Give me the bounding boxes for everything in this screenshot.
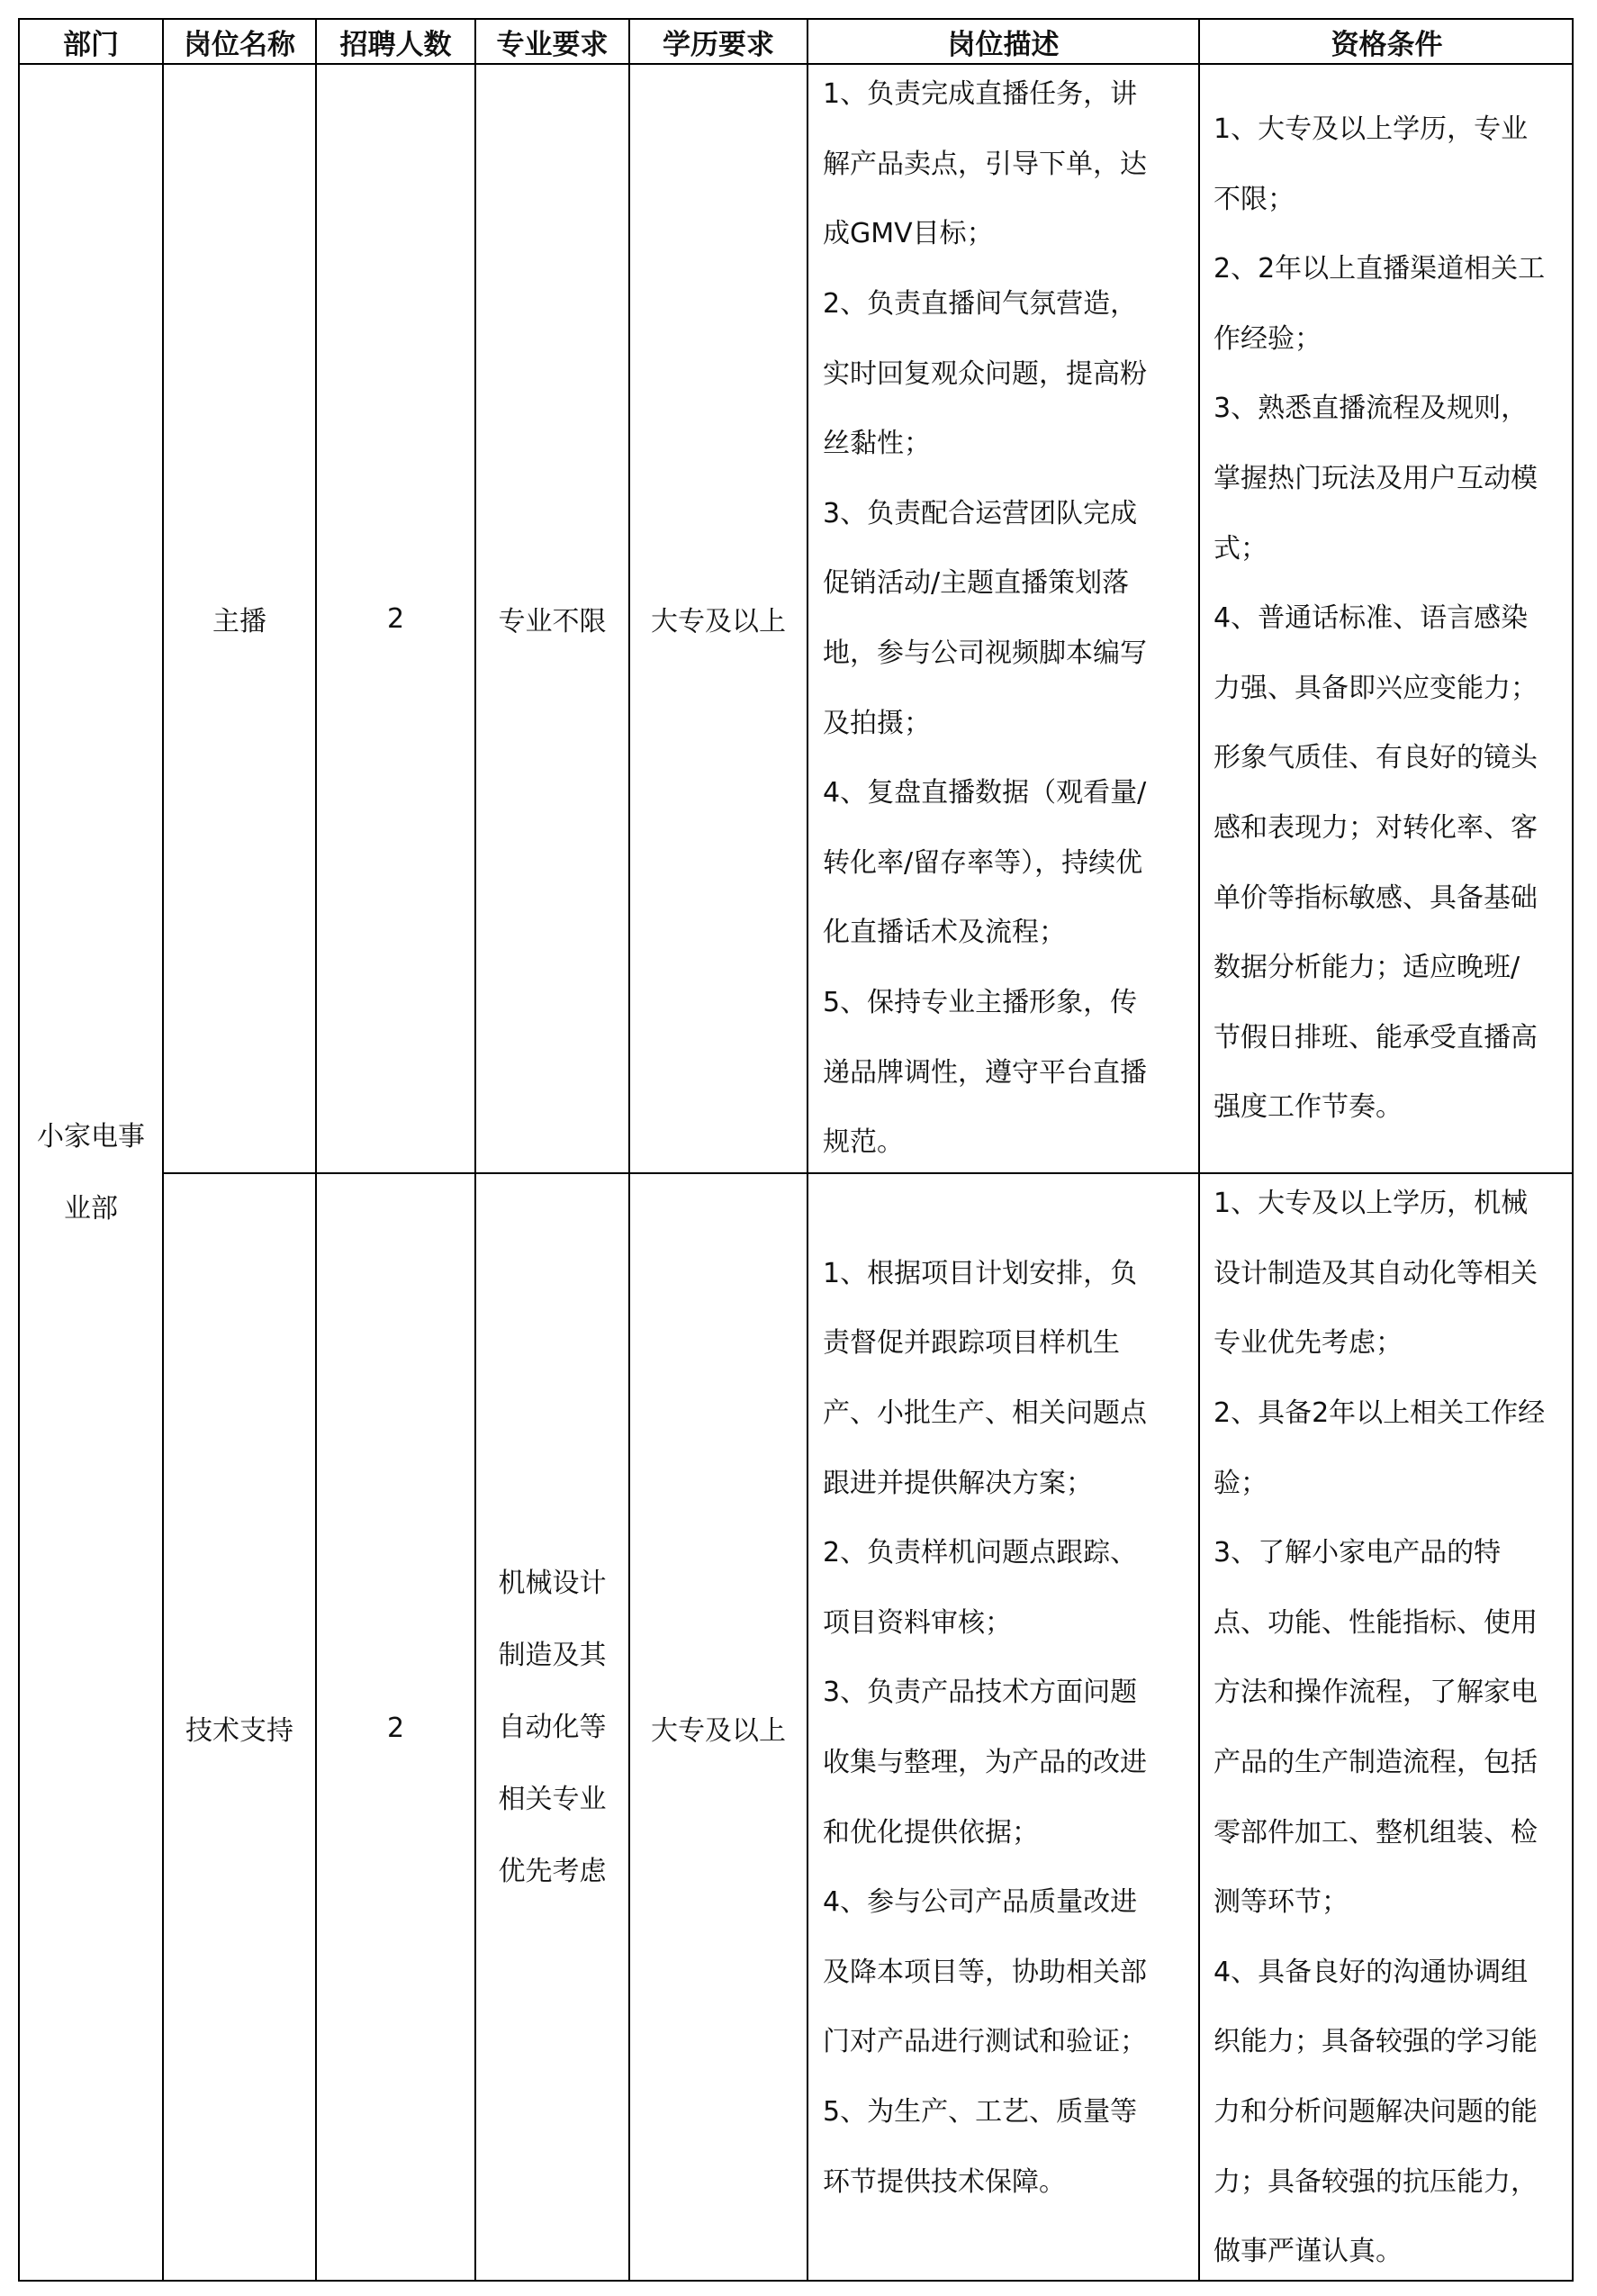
major-line: 制造及其 bbox=[498, 1640, 607, 1671]
description-line: 跟进并提供解决方案； bbox=[823, 1467, 1093, 1499]
qualification-line: 4、普通话标准、语言感染 bbox=[1214, 602, 1529, 635]
description-line: 1、负责完成直播任务，讲 bbox=[823, 78, 1138, 111]
qualification-line: 不限； bbox=[1214, 183, 1295, 215]
qualification-line: 点、功能、性能指标、使用 bbox=[1214, 1606, 1538, 1639]
qualification-line: 数据分析能力；适应晚班/ bbox=[1214, 952, 1520, 984]
qualification-line: 4、具备良好的沟通协调组 bbox=[1214, 1956, 1529, 1988]
qualification-line: 3、了解小家电产品的特 bbox=[1214, 1537, 1502, 1569]
description-line: 地，参与公司视频脚本编写 bbox=[823, 637, 1147, 669]
row-1-qualifications bbox=[1200, 65, 1574, 1172]
description-line: 3、负责产品技术方面问题 bbox=[823, 1677, 1138, 1709]
description-line: 4、参与公司产品质量改进 bbox=[823, 1886, 1138, 1919]
qualification-line: 零部件加工、整机组装、检 bbox=[1214, 1816, 1538, 1849]
qualification-line: 验； bbox=[1214, 1467, 1268, 1499]
qualification-line: 2、2年以上直播渠道相关工 bbox=[1214, 253, 1546, 285]
qualification-line: 3、熟悉直播流程及规则， bbox=[1214, 393, 1529, 425]
row-2-position: 技术支持 bbox=[185, 1715, 293, 1747]
row-2-description bbox=[808, 1174, 1198, 2282]
description-line: 2、负责直播间气氛营造， bbox=[823, 288, 1138, 321]
qualification-line: 测等环节； bbox=[1214, 1886, 1349, 1919]
description-line: 5、为生产、工艺、质量等 bbox=[823, 2095, 1138, 2128]
description-line: 2、负责样机问题点跟踪、 bbox=[823, 1537, 1138, 1569]
department-line: 业部 bbox=[64, 1193, 118, 1225]
major-line: 优先考虑 bbox=[498, 1856, 607, 1887]
header-department: 部门 bbox=[63, 28, 119, 61]
qualification-line: 单价等指标敏感、具备基础 bbox=[1214, 881, 1538, 914]
header-qualifications: 资格条件 bbox=[1331, 28, 1443, 61]
description-line: 解产品卖点，引导下单，达 bbox=[823, 148, 1147, 180]
department-line: 小家电事 bbox=[37, 1121, 145, 1153]
description-line: 转化率/留存率等），持续优 bbox=[823, 846, 1143, 879]
major-line: 相关专业 bbox=[498, 1784, 607, 1815]
description-line: 及降本项目等，协助相关部 bbox=[823, 1956, 1147, 1988]
row-1-major: 专业不限 bbox=[498, 606, 607, 637]
qualification-line: 节假日排班、能承受直播高 bbox=[1214, 1021, 1538, 1053]
qualification-line: 设计制造及其自动化等相关 bbox=[1214, 1257, 1538, 1289]
description-line: 产、小批生产、相关问题点 bbox=[823, 1397, 1147, 1430]
description-line: 1、根据项目计划安排，负 bbox=[823, 1257, 1138, 1289]
header-education: 学历要求 bbox=[663, 28, 774, 61]
description-line: 及拍摄； bbox=[823, 707, 931, 739]
row-1-position: 主播 bbox=[212, 606, 266, 637]
major-line: 机械设计 bbox=[498, 1568, 607, 1599]
qualification-line: 强度工作节奏。 bbox=[1214, 1091, 1403, 1124]
qualification-line: 1、大专及以上学历，专业 bbox=[1214, 113, 1529, 146]
qualification-line: 1、大专及以上学历，机械 bbox=[1214, 1188, 1529, 1220]
description-line: 门对产品进行测试和验证； bbox=[823, 2026, 1147, 2058]
qualification-line: 作经验； bbox=[1214, 322, 1322, 355]
description-line: 递品牌调性，遵守平台直播 bbox=[823, 1056, 1147, 1089]
header-count: 招聘人数 bbox=[339, 28, 452, 61]
department-cell bbox=[20, 65, 162, 2282]
row-2-education: 大专及以上 bbox=[651, 1715, 786, 1747]
major-line: 自动化等 bbox=[498, 1712, 607, 1743]
row-2-count: 2 bbox=[386, 1712, 405, 1744]
description-line: 促销活动/主题直播策划落 bbox=[823, 567, 1130, 600]
description-line: 丝黏性； bbox=[823, 428, 931, 460]
row-2-qualifications bbox=[1200, 1174, 1574, 2282]
qualification-line: 专业优先考虑； bbox=[1214, 1327, 1403, 1360]
description-line: 实时回复观众问题，提高粉 bbox=[823, 357, 1147, 390]
qualification-line: 力和分析问题解决问题的能 bbox=[1214, 2095, 1538, 2128]
row-1-description bbox=[808, 65, 1198, 1172]
qualification-line: 做事严谨认真。 bbox=[1214, 2236, 1403, 2268]
description-line: 3、负责配合运营团队完成 bbox=[823, 497, 1138, 529]
qualification-line: 力；具备较强的抗压能力， bbox=[1214, 2165, 1538, 2198]
row-1-education: 大专及以上 bbox=[651, 606, 786, 637]
description-line: 规范。 bbox=[823, 1126, 904, 1159]
qualification-line: 产品的生产制造流程，包括 bbox=[1214, 1747, 1538, 1778]
qualification-line: 式； bbox=[1214, 532, 1268, 565]
qualification-line: 感和表现力；对转化率、客 bbox=[1214, 811, 1538, 844]
qualification-line: 方法和操作流程，了解家电 bbox=[1214, 1677, 1538, 1709]
description-line: 5、保持专业主播形象，传 bbox=[823, 986, 1138, 1018]
row-1-count: 2 bbox=[386, 602, 405, 635]
header-description: 岗位描述 bbox=[947, 28, 1060, 61]
description-line: 责督促并跟踪项目样机生 bbox=[823, 1327, 1120, 1360]
description-line: 和优化提供依据； bbox=[823, 1816, 1039, 1849]
qualification-line: 2、具备2年以上相关工作经 bbox=[1214, 1397, 1546, 1430]
description-line: 收集与整理，为产品的改进 bbox=[823, 1747, 1147, 1778]
header-major: 专业要求 bbox=[496, 28, 609, 61]
description-line: 化直播话术及流程； bbox=[823, 917, 1066, 949]
recruitment-table bbox=[18, 18, 1574, 2282]
description-line: 成GMV目标； bbox=[823, 218, 994, 250]
description-line: 4、复盘直播数据（观看量/ bbox=[823, 777, 1147, 809]
description-line: 项目资料审核； bbox=[823, 1606, 1012, 1639]
qualification-line: 掌握热门玩法及用户互动模 bbox=[1214, 463, 1538, 495]
row-2-major bbox=[476, 1174, 628, 2282]
header-position: 岗位名称 bbox=[184, 28, 295, 61]
qualification-line: 力强、具备即兴应变能力； bbox=[1214, 672, 1538, 704]
description-line: 环节提供技术保障。 bbox=[823, 2165, 1066, 2198]
qualification-line: 形象气质佳、有良好的镜头 bbox=[1214, 742, 1538, 774]
qualification-line: 织能力；具备较强的学习能 bbox=[1214, 2026, 1538, 2058]
